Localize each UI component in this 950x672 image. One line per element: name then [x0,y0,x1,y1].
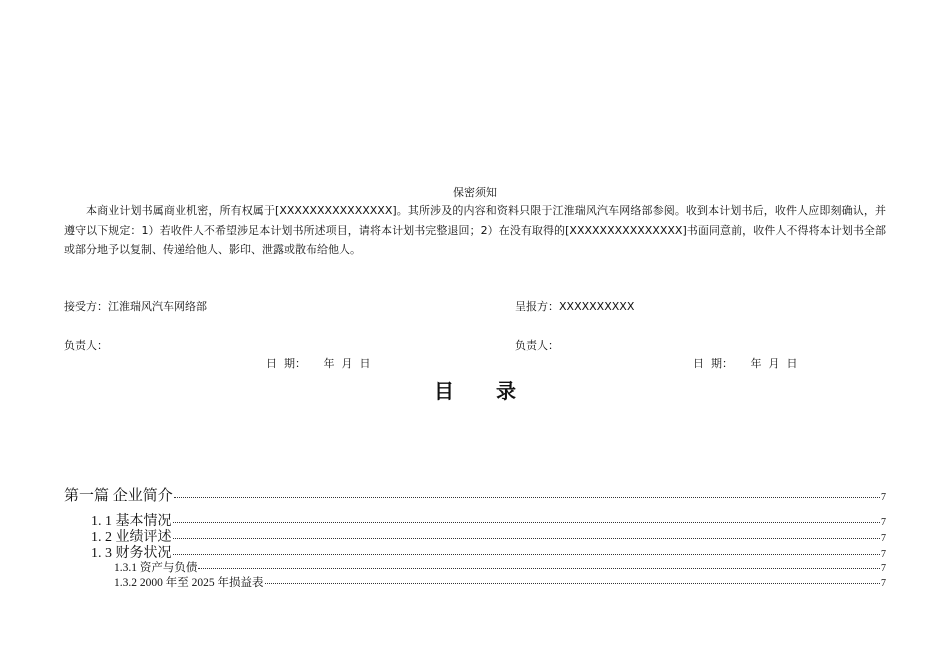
toc-leader-dots [173,537,881,539]
presenter-date-line: 日 期： 年 月 日 [693,357,798,370]
toc-entry-label: 第一篇 企业简介 [64,488,173,504]
toc-leader-dots [174,496,880,498]
toc-entry-label: 1.3.1 资产与负债 [114,562,198,574]
toc-entry-label: 1.3.2 2000 年至 2025 年损益表 [114,577,264,589]
toc-title-char-2: 录 [496,379,516,403]
toc-entry-page: 7 [881,578,886,589]
toc-entry-page: 7 [881,549,886,560]
toc-entry-page: 7 [881,563,886,574]
toc-entry[interactable] [114,574,886,590]
toc-entry-page: 7 [881,517,886,528]
toc-leader-dots [265,582,881,584]
toc-title-char-1: 目 [434,379,454,403]
toc-entry-label: 1. 1 基本情况 [91,514,172,529]
toc-leader-dots [173,553,881,555]
toc-entry-label: 1. 2 业绩评述 [91,530,172,545]
receiver-date-line: 日 期： 年 月 日 [266,357,371,370]
toc-leader-dots [198,567,880,569]
toc-entry-label: 1. 3 财务状况 [91,546,172,561]
toc-entry[interactable] [64,484,886,505]
toc-entry[interactable] [114,559,886,575]
receiver-label: 接受方：江淮瑞风汽车网络部 [64,300,207,313]
confidentiality-notice-title: 保密须知 [453,186,497,199]
table-of-contents [64,0,886,672]
toc-leader-dots [173,521,881,523]
confidentiality-notice-body: 本商业计划书属商业机密，所有权属于[XXXXXXXXXXXXXXX]。其所涉及的内容和资料只限于江淮瑞风汽车网络部参阅。收到本计划书后，收件人应即刻确认，并遵守以下规定：1）若收件人不希望涉足本计划书所述项目，请将本计划书完整退回；2）在没有取得的[XXXXXXXXXXXXXXX]书面同意前，收件人不得将本计划书全部或部分地予以复制、传递给他人、影印、泄露或散布给他人。 [64,204,886,256]
receiver-person-label: 负责人： [64,339,108,352]
toc-entry-page: 7 [881,492,886,503]
presenter-label: 呈报方：XXXXXXXXXX [515,300,635,313]
toc-entry-page: 7 [881,533,886,544]
presenter-person-label: 负责人： [515,339,559,352]
